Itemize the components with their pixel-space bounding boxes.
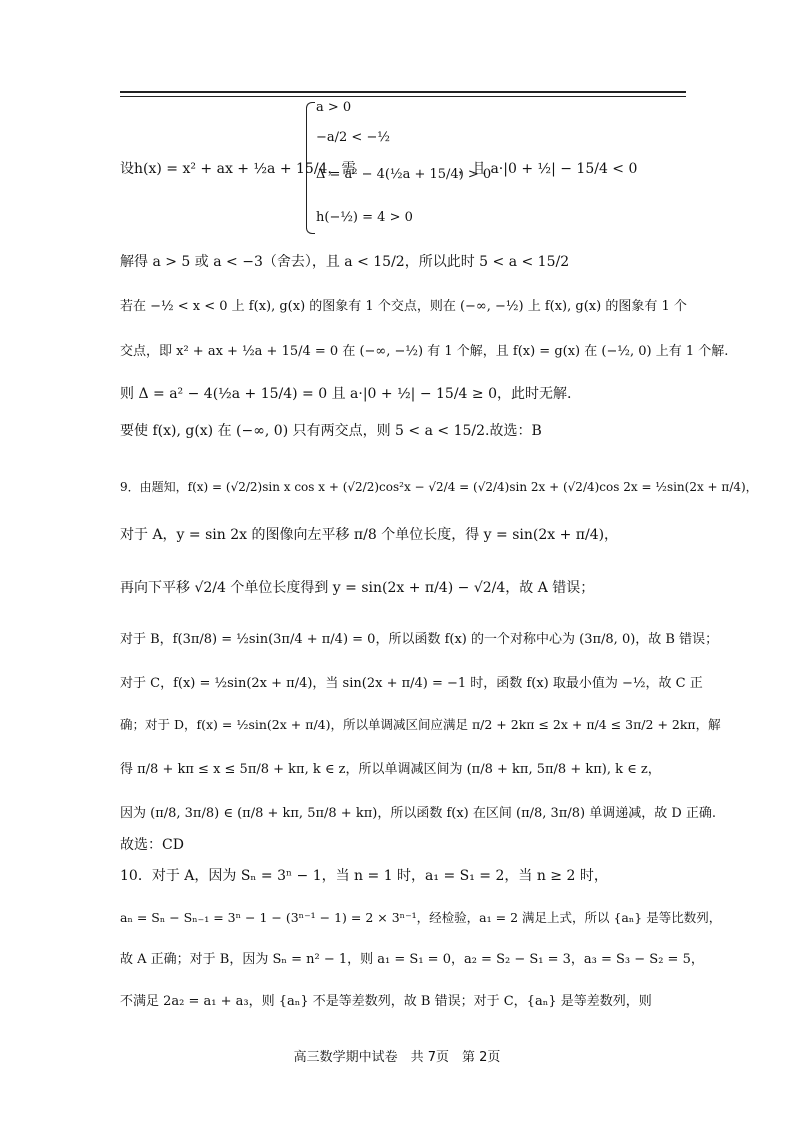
text-line-7: 9．由题知，f(x) = (√2/2)sin x cos x + (√2/2)cos²x − √2/4 = (√2/4)sin 2x + (√2/4)cos 2x = ½sin(2x + π/4)， — [120, 480, 758, 494]
text-line-12: 确；对于 D，f(x) = ½sin(2x + π/4)，所以单调减区间应满足 π/2 + 2kπ ≤ 2x + π/4 ≤ 3π/2 + 2kπ，解 — [120, 717, 721, 732]
text-line-10: 对于 B，f(3π/8) = ½sin(3π/4 + π/4) = 0，所以函数 f(x) 的一个对称中心为 (3π/8, 0)，故 B 错误； — [120, 632, 719, 647]
text-line-14: 因为 (π/8, 3π/8) ∈ (π/8 + kπ, 5π/8 + kπ)，所以函数 f(x) 在区间 (π/8, 3π/8) 单调递减，故 D 正确. — [120, 806, 717, 821]
page-footer: 高三数学期中试卷 共 7页 第 2页 — [293, 1050, 501, 1065]
text-line-1a: 设h(x) = x² + ax + ½a + 15/4，需 — [120, 161, 356, 177]
text-line-2: 解得 a > 5 或 a < −3（舍去），且 a < 15/2，所以此时 5 < a < 15/2 — [120, 254, 570, 270]
text-line-4: 交点，即 x² + ax + ½a + 15/4 = 0 在 (−∞, −½) 有 1 个解，且 f(x) = g(x) 在 (−½, 0) 上有 1 个解. — [120, 344, 729, 359]
text-line-3: 若在 −½ < x < 0 上 f(x), g(x) 的图象有 1 个交点，则在 (−∞, −½) 上 f(x), g(x) 的图象有 1 个 — [120, 299, 687, 314]
text-line-16: 10．对于 A，因为 Sₙ = 3ⁿ − 1，当 n = 1 时，a₁ = S₁ = 2，当 n ≥ 2 时， — [120, 868, 608, 884]
text-line-6: 要使 f(x), g(x) 在 (−∞, 0) 只有两交点，则 5 < a < 15/2.故选：B — [120, 423, 542, 439]
header-rule-thin — [120, 96, 686, 97]
text-line-1b: ，且 a·|0 + ½| − 15/4 < 0 — [458, 161, 638, 177]
system-condition-1: a > 0 — [316, 100, 352, 115]
system-condition-2: −a/2 < −½ — [316, 130, 390, 145]
text-line-15: 故选：CD — [120, 837, 184, 853]
text-line-18: 故 A 正确；对于 B，因为 Sₙ = n² − 1，则 a₁ = S₁ = 0，a₂ = S₂ − S₁ = 3，a₃ = S₃ − S₂ = 5， — [120, 952, 704, 967]
text-line-19: 不满足 2a₂ = a₁ + a₃，则 {aₙ} 不是等差数列，故 B 错误；对于 C，{aₙ} 是等差数列，则 — [120, 994, 652, 1009]
header-rule-thick — [120, 91, 686, 93]
text-line-9: 再向下平移 √2/4 个单位长度得到 y = sin(2x + π/4) − √2/4，故 A 错误； — [120, 580, 595, 596]
text-line-17: aₙ = Sₙ − Sₙ₋₁ = 3ⁿ − 1 − (3ⁿ⁻¹ − 1) = 2 × 3ⁿ⁻¹，经检验，a₁ = 2 满足上式，所以 {aₙ} 是等比数列， — [120, 910, 722, 925]
system-condition-4: h(−½) = 4 > 0 — [316, 210, 413, 225]
text-line-8: 对于 A，y = sin 2x 的图像向左平移 π/8 个单位长度，得 y = sin(2x + π/4)， — [120, 527, 619, 543]
text-line-5: 则 Δ = a² − 4(½a + 15/4) = 0 且 a·|0 + ½| − 15/4 ≥ 0，此时无解. — [120, 386, 572, 402]
text-line-11: 对于 C，f(x) = ½sin(2x + π/4)，当 sin(2x + π/4) = −1 时，函数 f(x) 取最小值为 −½，故 C 正 — [120, 676, 703, 691]
text-line-13: 得 π/8 + kπ ≤ x ≤ 5π/8 + kπ, k ∈ z，所以单调减区间为 (π/8 + kπ, 5π/8 + kπ), k ∈ z， — [120, 762, 661, 777]
system-condition-3: Δ = a² − 4(½a + 15/4) > 0 — [316, 167, 492, 182]
